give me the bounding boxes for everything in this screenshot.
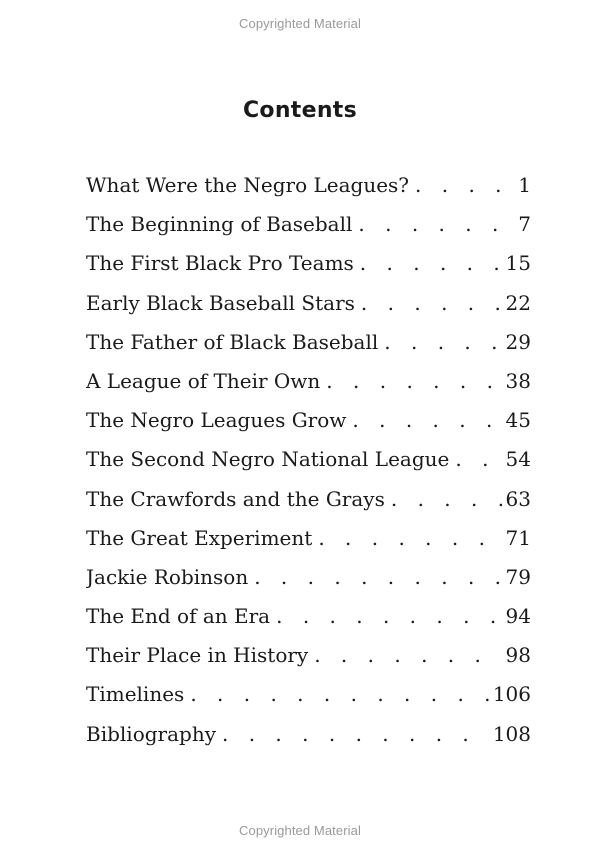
toc-entry-title: The First Black Pro Teams [86, 251, 354, 276]
toc-dot-leader [358, 205, 514, 244]
toc-entry-title: Jackie Robinson [86, 564, 249, 589]
toc-entry[interactable] [86, 558, 531, 597]
toc-entry-page: 38 [505, 368, 531, 393]
toc-entry[interactable] [86, 244, 531, 283]
toc-entry-title: The Crawfords and the Grays [86, 486, 385, 511]
toc-dot-leader [254, 558, 501, 597]
copyright-watermark-bottom: Copyrighted Material [239, 823, 361, 838]
table-of-contents [86, 166, 531, 754]
toc-dot-leader [391, 480, 502, 519]
toc-entry-title: What Were the Negro Leagues? [86, 173, 410, 197]
toc-entry-page: 108 [492, 721, 531, 746]
toc-dot-leader [455, 440, 501, 479]
toc-entry-page: 29 [505, 329, 531, 354]
toc-dot-leader [276, 597, 501, 636]
toc-dot-leader [384, 323, 501, 362]
toc-entry-page: 94 [505, 604, 531, 629]
toc-entry[interactable] [86, 205, 531, 244]
toc-dot-leader [314, 636, 501, 675]
toc-entry-title: Early Black Baseball Stars [86, 290, 355, 315]
toc-entry[interactable] [86, 166, 531, 205]
toc-entry[interactable] [86, 480, 531, 519]
toc-entry-page: 15 [505, 251, 531, 276]
toc-entry[interactable] [86, 519, 531, 558]
toc-entry-title: The Second Negro National League [86, 447, 450, 472]
toc-entry-page: 54 [505, 447, 531, 472]
toc-entry-title: Their Place in History [86, 643, 309, 668]
copyright-watermark-top: Copyrighted Material [239, 16, 361, 31]
toc-entry-page: 79 [505, 564, 531, 589]
toc-entry[interactable] [86, 440, 531, 479]
toc-entry[interactable] [86, 401, 531, 440]
toc-dot-leader [222, 715, 489, 754]
toc-entry-page: 22 [505, 290, 531, 315]
toc-entry-title: The Beginning of Baseball [86, 212, 353, 237]
toc-entry-title: Timelines [86, 682, 185, 707]
toc-entry-page: 71 [505, 525, 531, 550]
toc-entry[interactable] [86, 284, 531, 323]
toc-entry[interactable] [86, 715, 531, 754]
toc-entry[interactable] [86, 597, 531, 636]
toc-dot-leader [352, 401, 501, 440]
toc-entry-title: The Negro Leagues Grow [86, 408, 347, 433]
toc-dot-leader [326, 362, 501, 401]
toc-entry[interactable] [86, 636, 531, 675]
toc-entry[interactable] [86, 362, 531, 401]
toc-dot-leader [318, 519, 501, 558]
toc-dot-leader [415, 166, 514, 205]
toc-entry-page: 1 [518, 173, 531, 197]
contents-heading: Contents [242, 98, 358, 123]
toc-entry-page: 106 [492, 682, 531, 707]
toc-entry-title: A League of Their Own [86, 368, 321, 393]
toc-dot-leader [361, 284, 502, 323]
toc-entry-title: Bibliography [86, 721, 216, 746]
toc-entry-page: 63 [505, 486, 531, 511]
toc-entry-title: The End of an Era [86, 604, 271, 629]
toc-dot-leader [360, 244, 502, 283]
toc-entry-title: The Father of Black Baseball [86, 329, 379, 354]
toc-entry-page: 98 [505, 643, 531, 668]
toc-entry-page: 7 [518, 212, 531, 237]
toc-entry[interactable] [86, 323, 531, 362]
toc-entry-page: 45 [505, 408, 531, 433]
toc-dot-leader [190, 675, 489, 714]
toc-entry-title: The Great Experiment [86, 525, 313, 550]
toc-entry[interactable] [86, 675, 531, 714]
